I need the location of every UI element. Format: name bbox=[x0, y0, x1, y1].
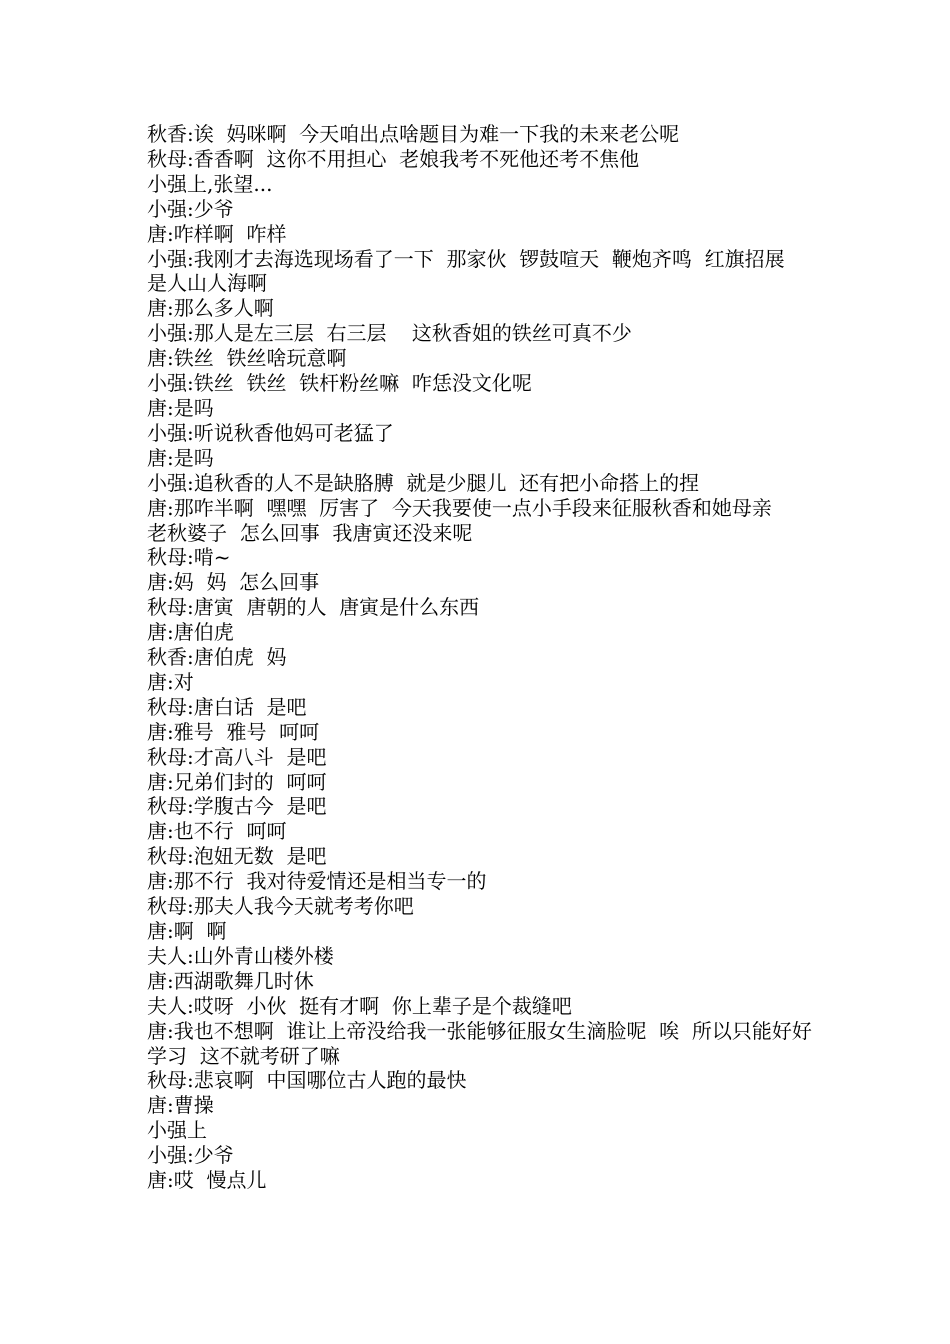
script-line: 小强上 bbox=[147, 1118, 207, 1143]
script-line: 夫人:山外青山楼外楼 bbox=[147, 943, 334, 968]
script-line: 小强:我刚才去海选现场看了一下 那家伙 锣鼓喧天 鞭炮齐鸣 红旗招展 是人山人海啊 bbox=[147, 246, 798, 296]
script-line: 秋母:悲哀啊 中国哪位古人跑的最快 bbox=[147, 1068, 467, 1093]
script-line: 老秋婆子 怎么回事 我唐寅还没来呢 bbox=[147, 520, 473, 545]
script-line: 唐:是吗 bbox=[147, 445, 214, 470]
script-line: 秋母:那夫人我今天就考考你吧 bbox=[147, 894, 414, 919]
script-line: 秋母:啃~ bbox=[147, 545, 231, 570]
document-page bbox=[147, 122, 815, 1193]
script-line: 唐:咋样啊 咋样 bbox=[147, 221, 287, 246]
script-line: 唐:我也不想啊 谁让上帝没给我一张能够征服女生滴脸呢 唉 所以只能好好学习 这不就考研了嘛 bbox=[147, 1018, 812, 1068]
script-line: 秋香:唐伯虎 妈 bbox=[147, 645, 287, 670]
script-line: 唐:也不行 呵呵 bbox=[147, 819, 287, 844]
script-line: 唐:兄弟们封的 呵呵 bbox=[147, 769, 327, 794]
script-line: 秋母:唐寅 唐朝的人 唐寅是什么东西 bbox=[147, 595, 480, 620]
script-line: 小强:铁丝 铁丝 铁杆粉丝嘛 咋恁没文化呢 bbox=[147, 371, 532, 396]
script-line: 秋母:唐白话 是吧 bbox=[147, 694, 307, 719]
script-line: 唐:铁丝 铁丝啥玩意啊 bbox=[147, 346, 347, 371]
script-line: 唐:啊 啊 bbox=[147, 919, 227, 943]
script-line: 小强:听说秋香他妈可老猛了 bbox=[147, 420, 394, 445]
script-line: 小强上,张望... bbox=[147, 171, 273, 196]
script-line: 唐:是吗 bbox=[147, 395, 214, 420]
script-line: 唐:曹操 bbox=[147, 1093, 214, 1118]
script-line: 唐:那咋半啊 嘿嘿 厉害了 今天我要使一点小手段来征服秋香和她母亲 bbox=[147, 495, 772, 520]
script-line: 小强:追秋香的人不是缺胳膊 就是少腿儿 还有把小命搭上的捏 bbox=[147, 470, 700, 495]
script-line: 唐:西湖歌舞几时休 bbox=[147, 968, 314, 993]
script-line: 唐:那不行 我对待爱情还是相当专一的 bbox=[147, 869, 487, 894]
script-line: 唐:雅号 雅号 呵呵 bbox=[147, 719, 320, 744]
script-line: 秋母:才高八斗 是吧 bbox=[147, 744, 327, 769]
script-line: 小强:少爷 bbox=[147, 196, 234, 221]
script-line: 唐:对 bbox=[147, 669, 194, 694]
script-line: 唐:那么多人啊 bbox=[147, 296, 274, 321]
script-line: 秋母:泡妞无数 是吧 bbox=[147, 844, 327, 869]
script-line: 唐:妈 妈 怎么回事 bbox=[147, 570, 320, 595]
script-line: 唐:哎 慢点儿 bbox=[147, 1168, 267, 1193]
script-line: 唐:唐伯虎 bbox=[147, 620, 234, 645]
script-line: 夫人:哎呀 小伙 挺有才啊 你上辈子是个裁缝吧 bbox=[147, 993, 572, 1018]
script-line: 小强:那人是左三层 右三层 这秋香姐的铁丝可真不少 bbox=[147, 321, 632, 346]
script-line: 秋母:学腹古今 是吧 bbox=[147, 794, 327, 819]
script-line: 小强:少爷 bbox=[147, 1143, 234, 1168]
script-line: 秋香:诶 妈咪啊 今天咱出点啥题目为难一下我的未来老公呢 bbox=[147, 122, 680, 146]
script-line: 秋母:香香啊 这你不用担心 老娘我考不死他还考不焦他 bbox=[147, 146, 640, 171]
